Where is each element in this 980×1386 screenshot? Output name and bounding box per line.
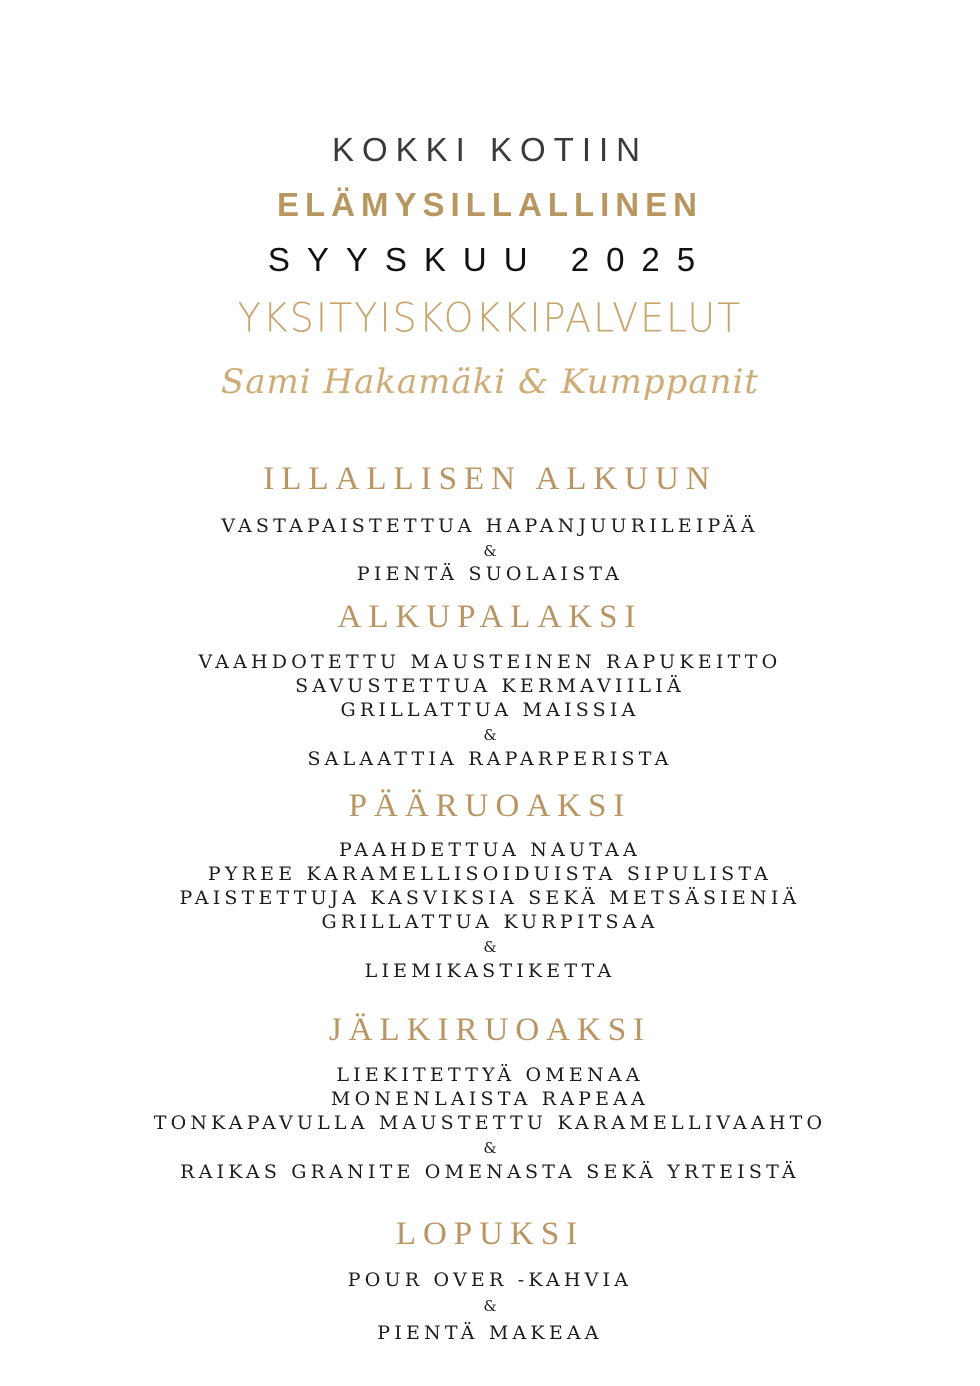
section-title-finish: LOPUKSI [395, 1216, 585, 1252]
menu-item: SAVUSTETTUA KERMAVIILIÄ [295, 675, 685, 697]
ampersand: & [483, 726, 497, 744]
menu-item: LIEKITETTYÄ OMENAA [336, 1064, 644, 1086]
menu-item: SALAATTIA RAPARPERISTA [307, 748, 673, 770]
brand-title: KOKKI KOTIIN [331, 131, 649, 168]
event-date: SYYSKUU 2025 [267, 241, 713, 278]
menu-item: VASTAPAISTETTUA HAPANJUURILEIPÄÄ [221, 515, 759, 537]
section-title-appetizer: ALKUPALAKSI [337, 599, 643, 635]
menu-item: PAISTETTUJA KASVIKSIA SEKÄ METSÄSIENIÄ [179, 887, 801, 909]
menu-item: PAAHDETTUA NAUTAA [339, 839, 641, 861]
section-title-starter-bread: ILLALLISEN ALKUUN [263, 461, 717, 497]
menu-item: POUR OVER -KAHVIA [347, 1269, 633, 1291]
ampersand: & [483, 938, 497, 956]
menu-item: RAIKAS GRANITE OMENASTA SEKÄ YRTEISTÄ [180, 1161, 800, 1183]
menu-item: TONKAPAVULLA MAUSTETTU KARAMELLIVAAHTO [153, 1112, 827, 1134]
ampersand: & [483, 542, 497, 560]
menu-item: VAAHDOTETTU MAUSTEINEN RAPUKEITTO [198, 651, 782, 673]
section-title-main: PÄÄRUOAKSI [348, 788, 632, 824]
menu-item: GRILLATTUA MAISSIA [340, 699, 640, 721]
menu-item: GRILLATTUA KURPITSAA [321, 911, 659, 933]
service-title: YKSITYISKOKKIPALVELUT [237, 294, 743, 342]
menu-item: MONENLAISTA RAPEAA [330, 1088, 650, 1110]
menu-item: LIEMIKASTIKETTA [364, 960, 616, 982]
menu-item: PIENTÄ MAKEAA [377, 1322, 603, 1344]
event-title: ELÄMYSILLALLINEN [277, 186, 703, 223]
ampersand: & [483, 1139, 497, 1157]
menu-item: PIENTÄ SUOLAISTA [356, 563, 624, 585]
section-title-dessert: JÄLKIRUOAKSI [328, 1012, 652, 1048]
signature-logo: Sami Hakamäki & Kumppanit [220, 362, 760, 402]
menu-item: PYREE KARAMELLISOIDUISTA SIPULISTA [207, 863, 773, 885]
ampersand: & [483, 1297, 497, 1315]
